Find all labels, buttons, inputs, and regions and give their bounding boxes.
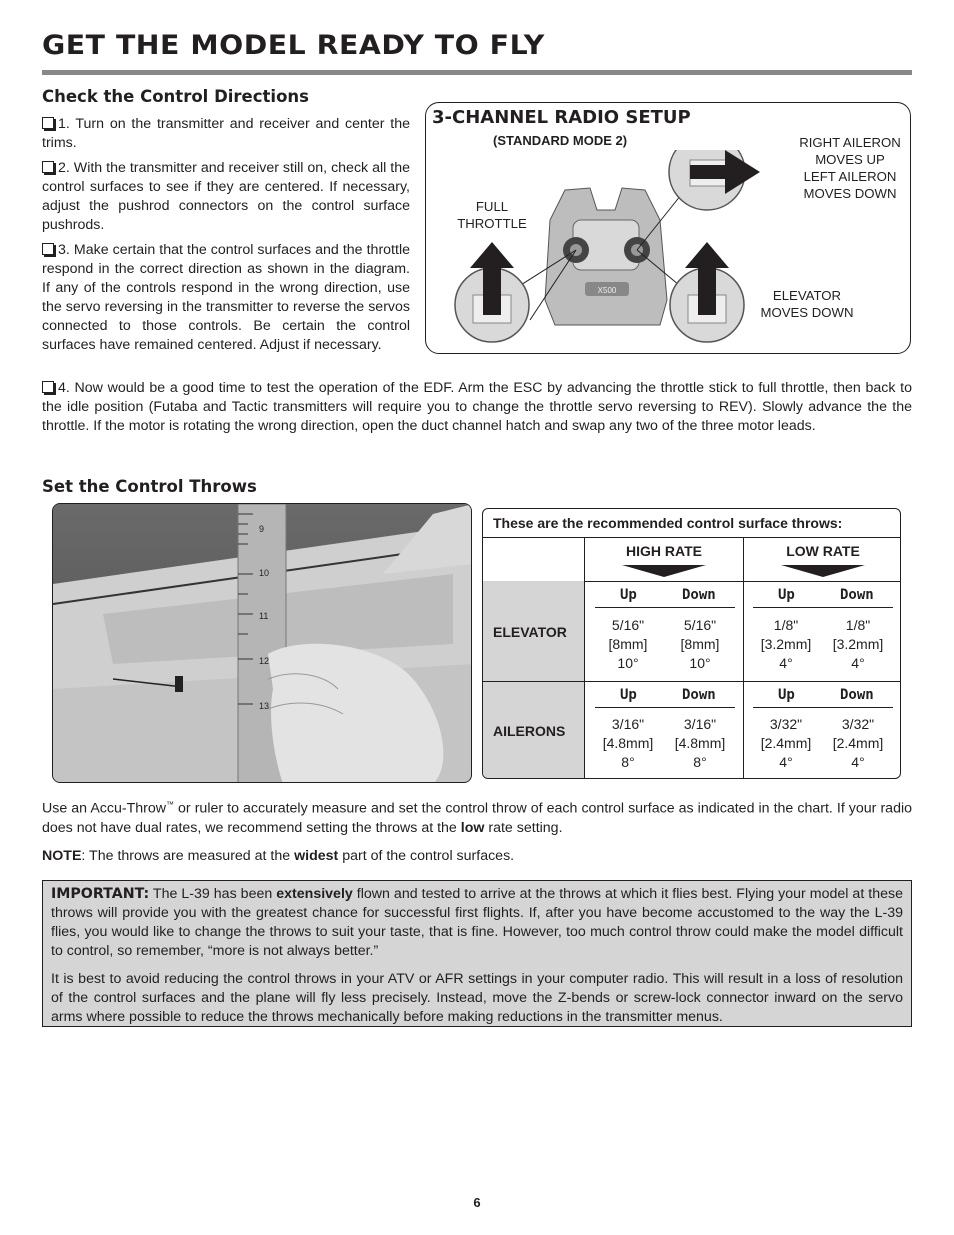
table-caption: These are the recommended control surface throws: (483, 509, 900, 538)
step-3-text: 3. Make certain that the control surfaces and the throttle respond in the correct direction as shown in the diagram. If any of the controls respond in the wrong direction, use the servo reversing in the transmitter to reverse the servos connected to those controls. Be certain the control surfaces have remained centered. Adjust if necessary. (42, 242, 410, 353)
important-notice (42, 880, 912, 1027)
page-number: 6 (473, 1195, 481, 1210)
value-mm: [3.2mm] (832, 636, 884, 652)
ruler-mark-12: 12 (259, 656, 270, 666)
para-text: Use an Accu-Throw (42, 800, 166, 817)
aileron-line-1: RIGHT AILERON (799, 135, 901, 150)
note-label: NOTE (42, 848, 82, 864)
important-p2: It is best to avoid reducing the control throws in your ATV or AFR settings in your computer radio. This will result in a loss of resolution of the control surfaces and the plane will fly less precisely. Instead, move the Z-bends or screw-lock connector inward on the servo arms where possible to reduce the throws mechanically before making reductions in the transmitter menus. (51, 971, 903, 1025)
checkbox-icon (42, 243, 54, 255)
value-deg: 4° (779, 655, 793, 671)
value-inch: 1/8" (845, 617, 871, 633)
table-rule (483, 681, 901, 682)
elevator-line-1: ELEVATOR (772, 288, 842, 303)
value-deg: 10° (689, 655, 711, 671)
elevator-line-2: MOVES DOWN (760, 305, 854, 320)
value-inch: 3/16" (683, 716, 717, 732)
para-text: or ruler to accurately measure and set the control throw of each control surface as indicated in the chart. If your radio does not have dual rates, we recommend setting the throws at the (42, 800, 912, 836)
aileron-line-4: MOVES DOWN (803, 186, 897, 201)
radio-setup-title: 3-CHANNEL RADIO SETUP (432, 107, 691, 128)
aileron-line-3: LEFT AILERON (803, 169, 897, 184)
note-paragraph (42, 847, 912, 866)
step-2 (42, 159, 410, 235)
checkbox-icon (42, 117, 54, 129)
value-mm: [4.8mm] (602, 735, 654, 751)
full-throttle-line-1: FULL (475, 199, 509, 214)
step-1-text: 1. Turn on the transmitter and receiver and center the trims. (42, 116, 410, 151)
elevator-high-up (593, 616, 663, 673)
title-rule (42, 70, 912, 75)
value-deg: 4° (851, 655, 865, 671)
ailerons-high-down (665, 715, 735, 772)
down-label: Down (682, 587, 716, 603)
value-inch: 5/16" (683, 617, 717, 633)
control-throws-table (482, 508, 901, 779)
para-bold: widest (294, 848, 339, 864)
full-throttle-label (447, 198, 537, 232)
value-mm: [4.8mm] (674, 735, 726, 751)
accu-throw-paragraph (42, 795, 912, 838)
ailerons-high-up (593, 715, 663, 772)
step-1 (42, 115, 410, 153)
value-inch: 3/32" (769, 716, 803, 732)
ruler-mark-10: 10 (259, 568, 270, 578)
up-label: Up (620, 587, 637, 603)
value-deg: 4° (851, 754, 865, 770)
row-label-shade (483, 581, 584, 779)
photo-illustration (53, 504, 472, 783)
ruler-mark-9: 9 (259, 524, 265, 534)
down-label: Down (840, 587, 874, 603)
radio-setup-subtitle: (STANDARD MODE 2) (493, 133, 628, 148)
aileron-label (786, 134, 914, 202)
elevator-label (748, 287, 866, 321)
ailerons-row-label: AILERONS (493, 723, 566, 739)
checkbox-icon (42, 381, 54, 393)
down-arrow-icon (622, 565, 706, 577)
up-label: Up (620, 687, 637, 703)
para-bold: low (460, 819, 485, 836)
para-text: The L-39 has been (149, 886, 277, 902)
down-label: Down (840, 687, 874, 703)
value-mm: [2.4mm] (832, 735, 884, 751)
value-deg: 4° (779, 754, 793, 770)
ailerons-low-down (823, 715, 893, 772)
para-text: rate setting. (484, 819, 563, 836)
para-text: flown and tested to arrive at the throws at which it flies best. Flying your model at these throws will provide you with the greatest chance for successful first flights. If, after you have become accustomed to the way the L-39 flies, you would like to change the throws to suit your taste, that is fine. However, too much control throw could make the model difficult to control, so remember, “more is not always better.” (51, 886, 903, 959)
up-label: Up (778, 687, 795, 703)
updown-header (753, 686, 893, 708)
elevator-row-label: ELEVATOR (493, 624, 567, 640)
updown-header (753, 586, 893, 608)
page-title: GET THE MODEL READY TO FLY (42, 30, 545, 61)
elevator-low-up (751, 616, 821, 673)
value-inch: 5/16" (611, 617, 645, 633)
checkbox-icon (42, 161, 54, 173)
step-4 (42, 379, 912, 436)
para-text: : The throws are measured at the (81, 848, 295, 864)
elevator-low-down (823, 616, 893, 673)
value-mm: [3.2mm] (760, 636, 812, 652)
ruler-mark-11: 11 (259, 611, 269, 621)
para-bold: extensively (276, 886, 353, 902)
check-directions-heading: Check the Control Directions (42, 87, 309, 106)
elevator-high-down (665, 616, 735, 673)
low-rate-label: LOW RATE (786, 543, 860, 559)
value-inch: 3/16" (611, 716, 645, 732)
important-p1 (51, 885, 903, 961)
value-inch: 1/8" (773, 617, 799, 633)
up-label: Up (778, 587, 795, 603)
value-deg: 8° (693, 754, 707, 770)
value-deg: 10° (617, 655, 639, 671)
ruler-measurement-photo (52, 503, 472, 783)
step-4-text: 4. Now would be a good time to test the operation of the EDF. Arm the ESC by advancing the throttle stick to full throttle, then back to the idle position (Futaba and Tactic transmitters will require you to change the throttle servo reversing to REV). Slowly advance the the throttle. If the motor is rotating the wrong direction, open the duct channel hatch and swap any two of the three motor leads. (42, 380, 912, 434)
high-rate-label: HIGH RATE (626, 543, 702, 559)
aileron-line-2: MOVES UP (815, 152, 885, 167)
para-text: part of the control surfaces. (338, 848, 515, 864)
full-throttle-line-2: THROTTLE (457, 216, 527, 231)
transmitter-illustration (445, 150, 765, 350)
updown-header (595, 586, 735, 608)
control-throws-heading: Set the Control Throws (42, 477, 257, 496)
updown-header (595, 686, 735, 708)
value-mm: [8mm] (680, 636, 720, 652)
value-inch: 3/32" (841, 716, 875, 732)
value-mm: [8mm] (608, 636, 648, 652)
down-label: Down (682, 687, 716, 703)
step-3 (42, 241, 410, 355)
transmitter-brand-label: X500 (597, 286, 617, 295)
high-rate-header (585, 538, 743, 581)
ailerons-low-up (751, 715, 821, 772)
ruler-mark-13: 13 (259, 701, 270, 711)
value-deg: 8° (621, 754, 635, 770)
value-mm: [2.4mm] (760, 735, 812, 751)
low-rate-header (744, 538, 901, 581)
step-2-text: 2. With the transmitter and receiver still on, check all the control surfaces to see if they are centered. If necessary, adjust the pushrod connectors on the control surface pushrods. (42, 160, 410, 233)
down-arrow-icon (781, 565, 865, 577)
important-label: IMPORTANT: (51, 886, 150, 902)
trademark: ™ (166, 800, 174, 809)
